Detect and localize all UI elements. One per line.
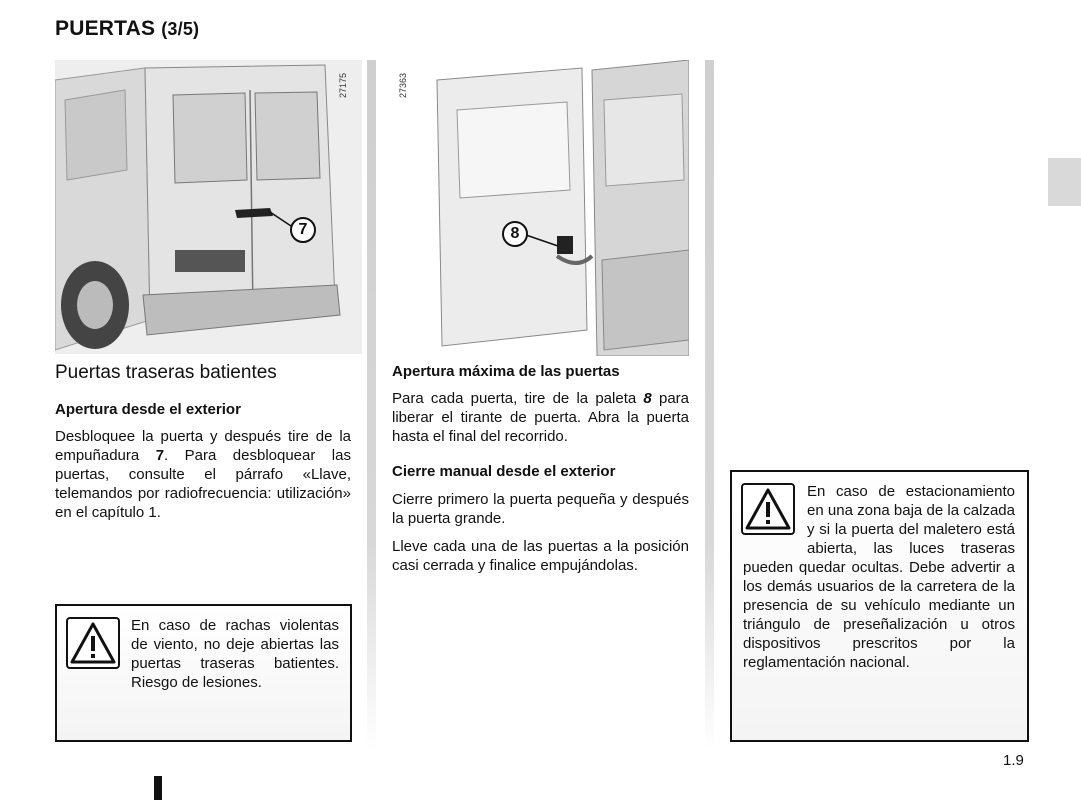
paragraph-manual-close-2: Lleve cada una de las puertas a la posición casi cerrada y finalice empujándolas. [392,538,689,574]
callout-7: 7 [290,217,316,243]
van-rear-illustration [55,60,362,354]
warning-triangle-icon [66,617,120,669]
warning-text-wind: En caso de rachas violentas de viento, no deje abiertas las puertas traseras batientes. Riesgo de lesiones. [131,617,339,691]
page-title-text: PUERTAS [55,17,156,40]
figure-code-left: 27175 [338,72,348,98]
crop-mark [154,776,162,800]
door-strap-illustration [392,60,689,356]
page-number: 1.9 [1003,752,1024,769]
subheading-open-exterior: Apertura desde el exterior [55,401,241,418]
page-title [55,17,199,41]
warning-text-parking: En caso de estacionamiento en una zona baja de la calzada y si la puerta del maletero está abierta, las luces traseras pueden quedar ocultas. Debe advertir a los demás usuarios de la carretera de la presencia de su vehículo mediante un triángulo de preseñalización u otros dispositivos prescritos por la reglamentación nacional. [743,483,1015,671]
page-part-indicator: (3/5) [161,19,200,39]
heading-manual-close: Cierre manual desde el exterior [392,463,616,480]
paragraph-open-exterior: Desbloquee la puerta y después tire de la empuñadura 7. Para desbloquear las puertas, consulte el párrafo «Llave, telemandos por radiofrecuencia: utilización» en el capítulo 1. [55,428,351,521]
paragraph-manual-close-1: Cierre primero la puerta pequeña y después la puerta grande. [392,491,689,527]
paragraph-max-opening: Para cada puerta, tire de la paleta 8 para liberar el tirante de puerta. Abra la puerta hasta el final del recorrido. [392,390,689,445]
column-separator-right [705,60,714,750]
reference-8: 8 [643,390,652,407]
figure-code-right: 27363 [398,72,408,98]
chapter-tab-marker [1048,158,1081,206]
warning-box-wind [55,604,352,742]
heading-max-opening: Apertura máxima de las puertas [392,363,620,380]
figure-rear-doors-exterior [55,60,362,354]
section-title: Puertas traseras batientes [55,362,277,383]
column-separator-left [367,60,376,750]
warning-box-parking [730,470,1029,742]
callout-8: 8 [502,221,528,247]
figure-door-open-interior [392,60,689,356]
reference-7: 7 [155,447,165,464]
